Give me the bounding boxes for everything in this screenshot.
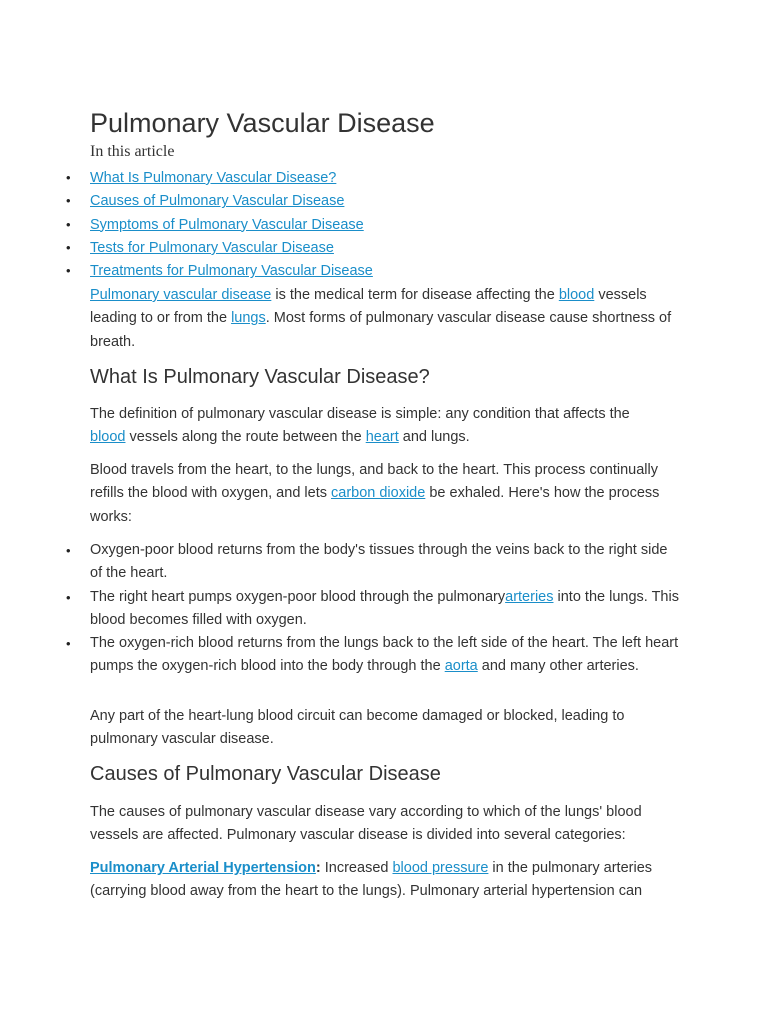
toc-link-tests[interactable]: Tests for Pulmonary Vascular Disease xyxy=(90,239,334,256)
toc-item xyxy=(0,168,700,191)
toc-link-treatments[interactable]: Treatments for Pulmonary Vascular Disease xyxy=(90,263,373,280)
pah-colon: : xyxy=(315,860,321,876)
table-of-contents xyxy=(0,168,700,284)
causes-paragraph: The causes of pulmonary vascular disease vary according to which of the lungs' blood vessels are affected. Pulmonary vascular disease is divided into several categories: xyxy=(90,804,642,844)
pah-text-2: in the pulmonary arteries (carrying blood away from the heart to the lungs). Pulmonary arterial hypertension can xyxy=(90,860,653,900)
step-2-text-2: into the lungs. This blood becomes filled with oxygen. xyxy=(90,588,679,628)
step-3-text-1: The oxygen-rich blood returns from the lungs back to the left side of the heart. The left heart pumps the oxygen-rich blood into the body through the xyxy=(90,635,679,675)
process-steps-list xyxy=(0,539,700,679)
link-arteries[interactable]: arteries xyxy=(505,588,554,605)
section-heading-causes: Causes of Pulmonary Vascular Disease xyxy=(90,763,441,785)
toc-link-symptoms[interactable]: Symptoms of Pulmonary Vascular Disease xyxy=(90,216,364,233)
process-paragraph xyxy=(90,459,682,529)
intro-text-1: is the medical term for disease affecting the xyxy=(271,287,559,303)
list-item xyxy=(0,632,680,679)
process-text-2: be exhaled. Here's how the process works: xyxy=(90,485,660,525)
page-title: Pulmonary Vascular Disease xyxy=(90,108,435,138)
definition-paragraph xyxy=(90,403,635,450)
toc-item xyxy=(0,215,700,238)
pah-text-1: Increased xyxy=(320,860,393,876)
toc-item xyxy=(0,191,700,214)
intro-paragraph xyxy=(90,284,682,354)
step-1-text: Oxygen-poor blood returns from the body's tissues through the veins back to the right side of the heart. xyxy=(90,542,668,582)
step-2-text-1: The right heart pumps oxygen-poor blood through the pulmonary xyxy=(90,588,506,605)
link-heart[interactable]: heart xyxy=(365,429,399,446)
process-text-1: Blood travels from the heart, to the lungs, and back to the heart. This process continually refills the blood with oxygen, and lets xyxy=(90,462,658,502)
intro-text-3: . Most forms of pulmonary vascular disease cause shortness of breath. xyxy=(90,310,672,350)
step-3-text-2: and many other arteries. xyxy=(477,658,639,675)
definition-text-1: The definition of pulmonary vascular disease is simple: any condition that affects the xyxy=(90,406,630,422)
link-pulmonary-arterial-hypertension[interactable]: Pulmonary Arterial Hypertension xyxy=(90,860,316,876)
link-blood-2[interactable]: blood xyxy=(90,429,126,446)
toc-item xyxy=(0,261,700,284)
toc-item xyxy=(0,238,700,261)
link-aorta[interactable]: aorta xyxy=(444,658,478,675)
link-blood[interactable]: blood xyxy=(558,287,595,303)
link-pulmonary-vascular-disease[interactable]: Pulmonary vascular disease xyxy=(90,287,272,303)
toc-label: In this article xyxy=(90,143,175,160)
link-lungs[interactable]: lungs xyxy=(231,310,266,327)
section-heading-what-is: What Is Pulmonary Vascular Disease? xyxy=(90,366,430,388)
toc-link-what-is[interactable]: What Is Pulmonary Vascular Disease? xyxy=(90,170,337,186)
link-blood-pressure[interactable]: blood pressure xyxy=(392,860,489,876)
intro-text-2: vessels leading to or from the xyxy=(90,287,647,327)
link-carbon-dioxide[interactable]: carbon dioxide xyxy=(331,485,426,502)
list-item xyxy=(0,539,680,586)
list-item xyxy=(0,586,680,633)
definition-text-3: and lungs. xyxy=(398,429,470,446)
pah-paragraph xyxy=(90,857,682,904)
toc-link-causes[interactable]: Causes of Pulmonary Vascular Disease xyxy=(90,193,345,210)
circuit-paragraph: Any part of the heart-lung blood circuit can become damaged or blocked, leading to pulmonary vascular disease. xyxy=(90,708,625,748)
definition-text-2: vessels along the route between the xyxy=(125,429,366,446)
